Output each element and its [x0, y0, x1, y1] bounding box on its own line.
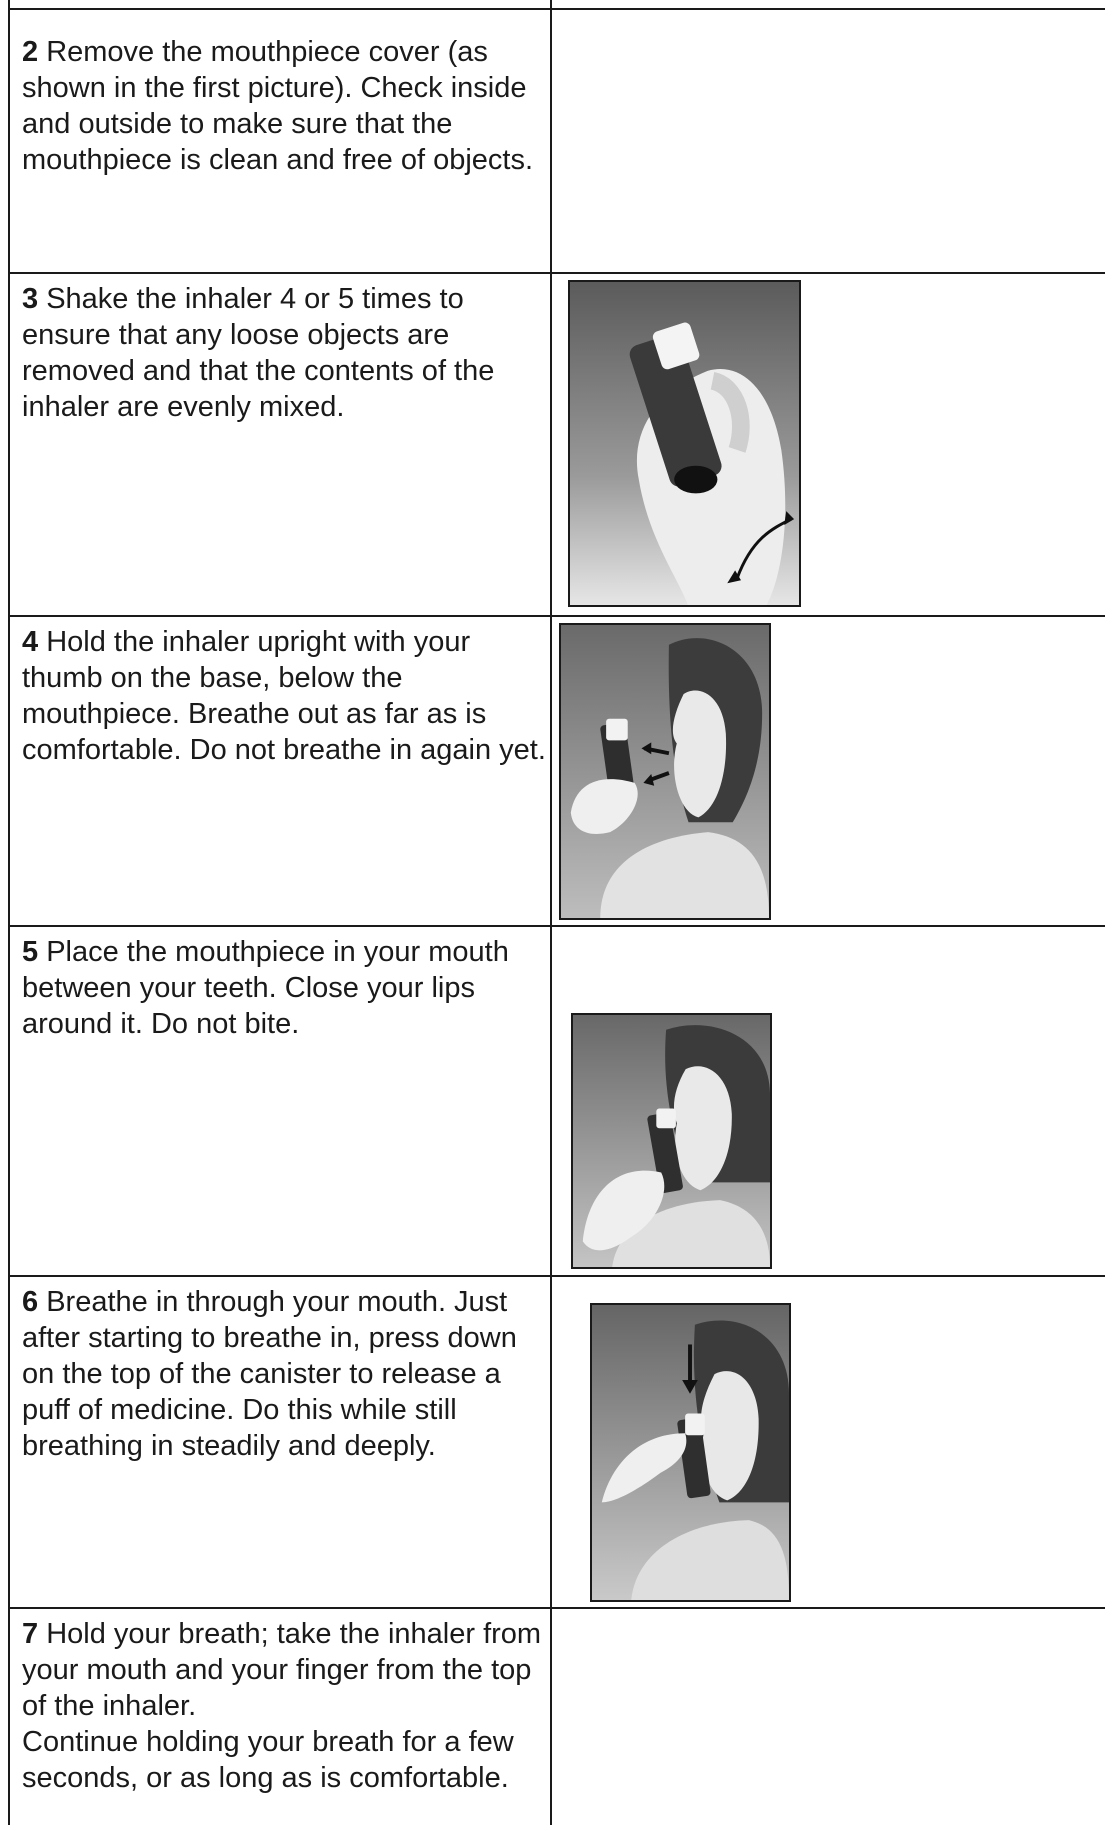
woman-mouthpiece-in-mouth-photo [571, 1013, 772, 1269]
step-5-text [22, 934, 552, 1042]
row-divider [8, 272, 1105, 274]
step-3-text [22, 281, 552, 425]
step-number: 4 [22, 626, 39, 658]
step-number: 7 [22, 1618, 39, 1650]
step-description-continued: Continue holding your breath for a few seconds, or as long as is comfortable. [22, 1726, 514, 1794]
step-6-text [22, 1284, 552, 1464]
step-2-text [22, 34, 552, 178]
step-number: 6 [22, 1286, 39, 1318]
woman-pressing-canister-photo [590, 1303, 791, 1602]
row-divider [8, 615, 1105, 617]
step-description: Breathe in through your mouth. Just after starting to breathe in, press down on the top of the canister to release a puff of medicine. Do this while still breathing in steadily and deeply. [22, 1286, 517, 1462]
step-description: Hold the inhaler upright with your thumb on the base, below the mouthpiece. Breathe out as far as is comfortable. Do not breathe in again yet. [22, 626, 546, 766]
row-divider [8, 1275, 1105, 1277]
step-number: 3 [22, 283, 39, 315]
step-description: Place the mouthpiece in your mouth between your teeth. Close your lips around it. Do not bite. [22, 936, 509, 1040]
step-4-text [22, 624, 552, 768]
step-description: Remove the mouthpiece cover (as shown in the first picture). Check inside and outside to make sure that the mouthpiece is clean and free of objects. [22, 36, 534, 176]
woman-breathing-out-photo [559, 623, 771, 920]
table-top-border [8, 8, 1105, 10]
step-number: 2 [22, 36, 39, 68]
step-description: Shake the inhaler 4 or 5 times to ensure that any loose objects are removed and that the contents of the inhaler are evenly mixed. [22, 283, 495, 423]
step-description: Hold your breath; take the inhaler from your mouth and your finger from the top of the inhaler. [22, 1618, 542, 1722]
step-number: 5 [22, 936, 39, 968]
hand-shaking-inhaler-photo [568, 280, 801, 607]
row-divider [8, 925, 1105, 927]
row-divider [8, 1607, 1105, 1609]
step-7-text [22, 1616, 552, 1796]
